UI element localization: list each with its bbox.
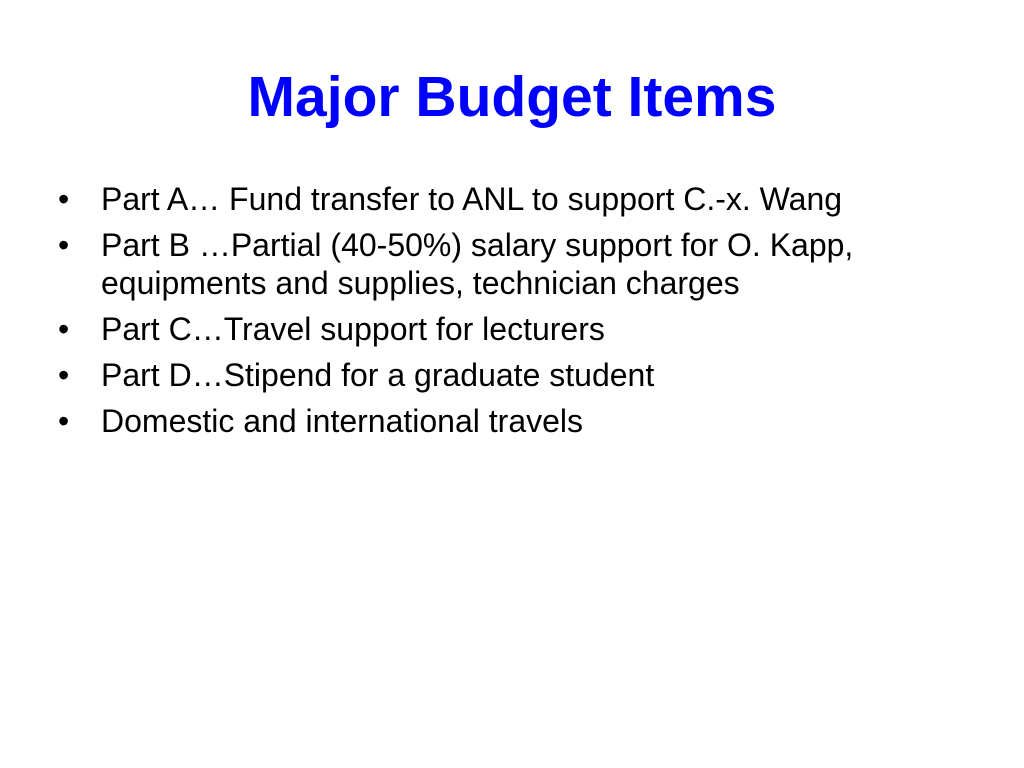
bullet-item-travels (58, 402, 958, 440)
bullet-text: Part B …Partial (40-50%) salary support for O. Kapp, equipments and supplies, technician charges (101, 227, 854, 301)
bullet-dot-icon: • (58, 357, 70, 393)
bullet-dot-icon: • (58, 403, 70, 439)
bullet-dot-icon: • (58, 181, 70, 217)
bullet-item-part-d (58, 356, 958, 394)
bullet-text: Part C…Travel support for lecturers (101, 311, 605, 347)
bullet-dot-icon: • (58, 227, 70, 263)
bullet-item-part-b (58, 226, 958, 302)
bullet-text: Domestic and international travels (101, 403, 584, 439)
bullet-text: Part A… Fund transfer to ANL to support C.-x. Wang (101, 181, 843, 217)
slide-title: Major Budget Items (247, 65, 777, 129)
bullet-item-part-a (58, 180, 958, 218)
bullet-text: Part D…Stipend for a graduate student (101, 357, 655, 393)
bullet-list (58, 180, 958, 448)
bullet-item-part-c (58, 310, 958, 348)
bullet-dot-icon: • (58, 311, 70, 347)
